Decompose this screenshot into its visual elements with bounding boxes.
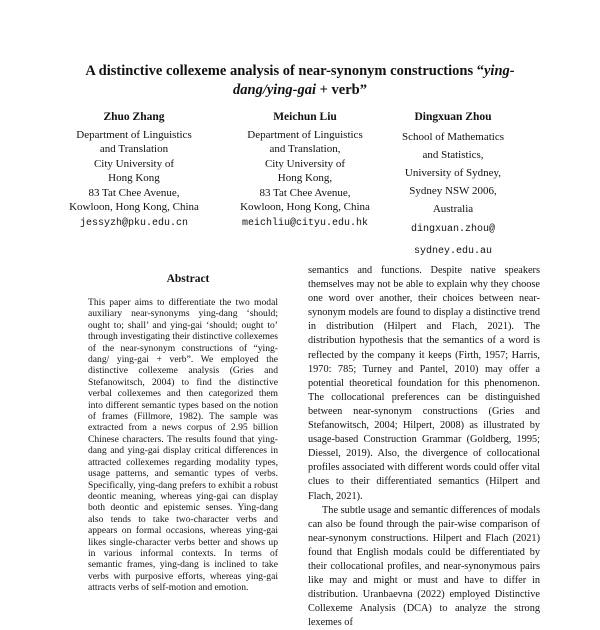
abstract-body: This paper aims to differentiate the two modal auxiliary near-synonyms ying-dang ‘should; ought to; shall’ and ying-gai ‘should; ought to’ through investigating their distinctive collexemes of the near-synonym constructions of “ying-dang/ ying-gai + verb”. We employed the distinctive collexeme analysis (Gries and Stefanowitsch, 2004) to find the distinctive verbal collexemes and then categorized them into different semantic types based on the notion of frames (Fillmore, 1982). The sample was extracted from a news corpus of 2.95 billion Chinese characters. The results found that ying-dang and ying-gai display critical differences in attracted collexemes regarding modality types, usage patterns, and semantic types of verbs. Specifically, ying-dang prefers to exhibit a robust deontic meaning, whereas ying-gai can display both deontic and epistemic senses. Ying-dang also tends to take two-character verbs and appears on formal occasions, whereas ying-gai likes single-character verbs better and shows up in various informal contexts. In terms of semantic frames, ying-dang is inclined to take verbs with purposive efforts, whereas ying-gai attracts verbs of self-motion and emotion. xyxy=(88,297,278,594)
affiliation-line: and Statistics, xyxy=(422,148,484,161)
affiliation-line: 83 Tat Chee Avenue, xyxy=(88,186,180,199)
affiliation-line: Department of Linguistics xyxy=(76,128,192,141)
author-block-1 xyxy=(58,110,210,231)
affiliation-line: and Translation xyxy=(99,143,169,155)
paper-title xyxy=(60,62,540,100)
title-text: A distinctive collexeme analysis of near-synonym constructions “ xyxy=(85,63,484,79)
affiliation-line: Department of Linguistics xyxy=(247,128,363,141)
affiliation-line: Sydney NSW 2006, xyxy=(409,184,497,197)
affiliation-line: Australia xyxy=(432,202,474,215)
affiliation-line: City University of xyxy=(264,157,346,170)
author-email[interactable]: jessyzh@pku.edu.cn xyxy=(79,217,189,229)
author-email[interactable]: meichliu@cityu.edu.hk xyxy=(241,217,369,229)
body-paragraph: The subtle usage and semantic differences of modals can also be found through the pair-wise comparison of near-synonym constructions. Hilpert and Flach (2021) found that English modals could be differentiated by their collocational profiles, and near-synonymous pairs like may and might or must and have to differ in distribution. Uranbaevna (2022) employed Distinctive Collexeme Analysis (DCA) to analyze the strong lexemes of xyxy=(308,504,540,629)
title-suffix-text: + verb” xyxy=(316,82,367,98)
affiliation-line: Kowloon, Hong Kong, China xyxy=(69,201,199,213)
author-block-3 xyxy=(383,110,523,262)
affiliation-line: City University of xyxy=(93,157,175,170)
author-name: Meichun Liu xyxy=(273,111,337,123)
affiliation-line: University of Sydney, xyxy=(404,166,502,179)
abstract-heading: Abstract xyxy=(166,273,210,285)
affiliation-line: School of Mathematics xyxy=(401,130,505,143)
author-email[interactable]: sydney.edu.au xyxy=(413,245,492,257)
right-column xyxy=(308,264,540,630)
author-name: Dingxuan Zhou xyxy=(414,111,492,123)
affiliation-line: Hong Kong xyxy=(108,172,160,184)
affiliation-line: and Translation, xyxy=(269,143,341,155)
author-email[interactable]: dingxuan.zhou@ xyxy=(410,223,495,235)
title-italic-text: ying-dang/ying-gai xyxy=(233,63,515,98)
affiliation-line: 83 Tat Chee Avenue, xyxy=(259,186,351,199)
author-block-2 xyxy=(225,110,385,231)
author-name: Zhuo Zhang xyxy=(103,111,165,123)
body-paragraph: semantics and functions. Despite native speakers themselves may not be able to explain why they choose one word over another, their choices between near-synonym models are found to display a distinctive trend in distribution (Hilpert and Flach, 2021). The distribution hypothesis that the semantics of a word is reflected by the company it keeps (Firth, 1957; Harris, 1970: 785; Turney and Pantel, 2010) may offer a potential theoretical foundation for this phenomenon. The collocational preferences can be distinguished between near-synonym constructions (Gries and Stefanowitsch, 2004; Hilpert, 2008) as illustrated by usage-based Construction Grammar (Goldberg, 1995; Diessel, 2019). Also, the divergence of collocational profiles associated with different words could offer vital clues to their differentiated semantics (Hilpert and Flach, 2021). xyxy=(308,265,540,502)
affiliation-line: Hong Kong, xyxy=(277,172,333,184)
affiliation-line: Kowloon, Hong Kong, China xyxy=(240,201,370,213)
